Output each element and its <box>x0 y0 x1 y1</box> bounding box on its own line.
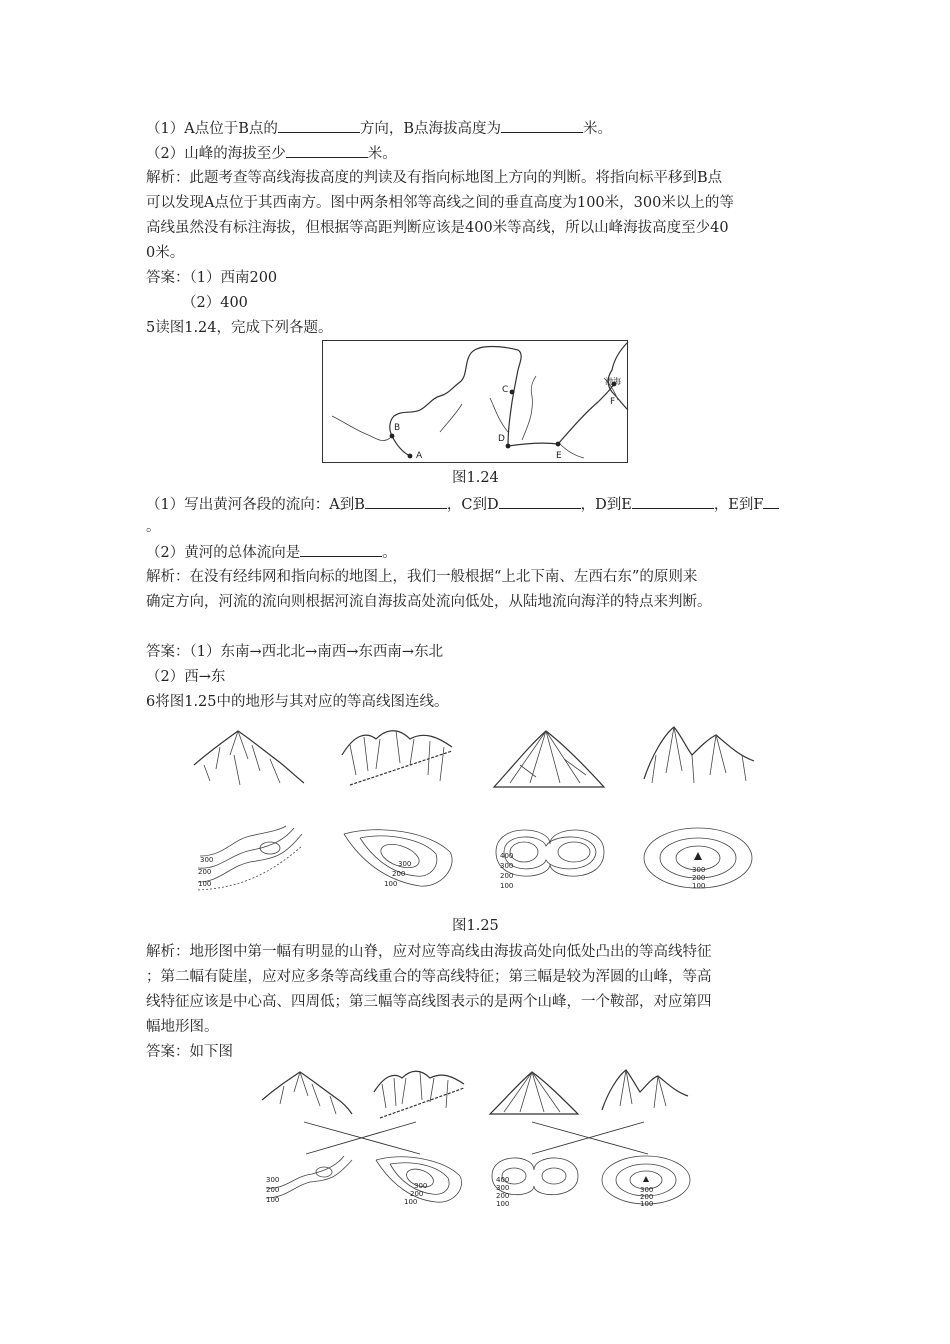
label-d: D <box>498 434 505 444</box>
answer-contour-two-peaks <box>492 1158 578 1208</box>
svg-text:100: 100 <box>496 1200 510 1208</box>
answer-terrain-two-peaks <box>602 1070 688 1110</box>
label-f: F <box>610 397 616 407</box>
svg-text:100: 100 <box>692 882 706 890</box>
point-e <box>556 442 561 447</box>
svg-text:100: 100 <box>640 1200 654 1208</box>
label-b: B <box>394 423 401 433</box>
contour-maps <box>190 822 760 902</box>
svg-text:300: 300 <box>692 866 706 874</box>
svg-text:300: 300 <box>398 860 412 868</box>
contour-round-peak <box>644 828 752 890</box>
label-a: A <box>416 451 423 461</box>
svg-text:300: 300 <box>496 1184 510 1192</box>
q5-answer-2: （2）西→东 <box>146 669 226 685</box>
svg-text:100: 100 <box>500 882 514 890</box>
svg-text:100: 100 <box>198 880 212 888</box>
svg-text:200: 200 <box>500 872 514 880</box>
answer-contour-round-peak <box>602 1156 690 1208</box>
answer-contour-ridge <box>266 1156 352 1204</box>
label-bohai: 渤海 <box>605 377 621 386</box>
q5-analysis-1: 解析：在没有经纬网和指向标的地图上，我们一般根据“上北下南、左西右东”的原则来 <box>146 569 698 585</box>
svg-text:300: 300 <box>200 856 214 864</box>
answer-terrain-cliff <box>374 1071 464 1118</box>
q4-line1: （1）A点位于B点的 方向，B点海拔高度为 米。 <box>146 118 612 139</box>
yellow-river-map <box>322 340 630 464</box>
svg-text:300: 300 <box>640 1186 654 1194</box>
q4-analysis-4: 0米。 <box>146 245 185 261</box>
point-a <box>408 454 413 459</box>
label-e: E <box>556 451 562 461</box>
contour-cliff <box>344 830 452 888</box>
q4-analysis-3: 高线虽然没有标注海拔，但根据等高距判断应该是400米等高线，所以山峰海拔高度至少40 <box>146 220 729 236</box>
q4-analysis-2: 可以发现A点位于其西南方。图中两条相邻等高线之间的垂直高度为100米，300米以上的等 <box>146 195 734 211</box>
point-d <box>506 444 511 449</box>
svg-text:200: 200 <box>392 870 406 878</box>
svg-text:200: 200 <box>266 1186 280 1194</box>
answer-blank <box>499 494 581 509</box>
map-frame <box>323 341 628 463</box>
q5-q1-end: 。 <box>146 519 161 535</box>
answer-blank <box>763 494 779 509</box>
q4-answer-2: （2）400 <box>182 295 248 311</box>
q5-answer-1: 答案：（1）东南→西北北→南西→东西南→东北 <box>146 644 444 660</box>
terrain-ridge <box>194 731 304 785</box>
q5-q1: （1）写出黄河各段的流向：A到B ，C到D ，D到E ，E到F <box>146 494 779 515</box>
terrain-cliff <box>342 731 452 785</box>
q6-answer: 答案：如下图 <box>146 1044 233 1060</box>
svg-text:200: 200 <box>198 868 212 876</box>
contour-two-peaks <box>496 830 604 890</box>
q4-line2: （2）山峰的海拔至少 米。 <box>146 143 397 164</box>
svg-text:200: 200 <box>640 1193 654 1201</box>
svg-text:300: 300 <box>266 1176 280 1184</box>
answer-blank <box>300 542 382 557</box>
answer-figure <box>260 1068 690 1208</box>
q6-analysis-1: 解析：地形图中第一幅有明显的山脊，应对应等高线由海拔高处向低处凸出的等高线特征 <box>146 944 712 960</box>
answer-blank <box>632 494 714 509</box>
svg-text:200: 200 <box>496 1192 510 1200</box>
svg-text:100: 100 <box>404 1198 418 1206</box>
answer-blank <box>501 118 583 133</box>
q5-analysis-2: 确定方向，河流的流向则根据河流自海拔高处流向低处，从陆地流向海洋的特点来判断。 <box>146 594 712 610</box>
svg-text:200: 200 <box>410 1190 424 1198</box>
svg-text:300: 300 <box>414 1182 428 1190</box>
contour-ridge <box>198 826 302 890</box>
q6-analysis-3: 线特征应该是中心高、四周低；第三幅等高线图表示的是两个山峰，一个鞍部，对应第四 <box>146 994 712 1010</box>
svg-text:100: 100 <box>384 880 398 888</box>
answer-blank <box>365 494 447 509</box>
point-c <box>510 390 515 395</box>
answer-contour-cliff <box>376 1157 462 1206</box>
q6-prompt: 6将图1.25中的地形与其对应的等高线图连线。 <box>146 694 449 710</box>
svg-text:100: 100 <box>266 1196 280 1204</box>
q5-prompt: 5读图1.24，完成下列各题。 <box>146 320 333 336</box>
peak-triangle <box>694 852 702 860</box>
q4-analysis-1: 解析：此题考查等高线海拔高度的判读及有指向标地图上方向的判断。将指向标平移到B点 <box>146 170 723 186</box>
answer-blank <box>286 143 368 158</box>
terrain-round-peak <box>494 731 604 787</box>
q4-answer-1: 答案：（1）西南200 <box>146 270 278 286</box>
svg-text:300: 300 <box>500 862 514 870</box>
answer-blank <box>278 118 360 133</box>
figure-caption-1-25: 图1.25 <box>452 918 499 934</box>
svg-text:400: 400 <box>500 852 514 860</box>
q6-analysis-2: ；第二幅有陡崖，应对应多条等高线重合的等高线特征；第三幅是较为浑圆的山峰，等高 <box>146 969 712 985</box>
label-c: C <box>502 385 509 395</box>
q5-q2: （2）黄河的总体流向是 。 <box>146 542 397 563</box>
svg-text:200: 200 <box>692 874 706 882</box>
answer-terrain-ridge <box>262 1072 352 1114</box>
figure-caption-1-24: 图1.24 <box>452 470 499 486</box>
terrain-two-peaks <box>644 727 754 783</box>
q6-analysis-4: 幅地形图。 <box>146 1019 219 1035</box>
answer-terrain-round-peak <box>490 1072 578 1114</box>
point-b <box>390 434 395 439</box>
terrain-sketches <box>190 725 760 795</box>
svg-text:400: 400 <box>496 1176 510 1184</box>
